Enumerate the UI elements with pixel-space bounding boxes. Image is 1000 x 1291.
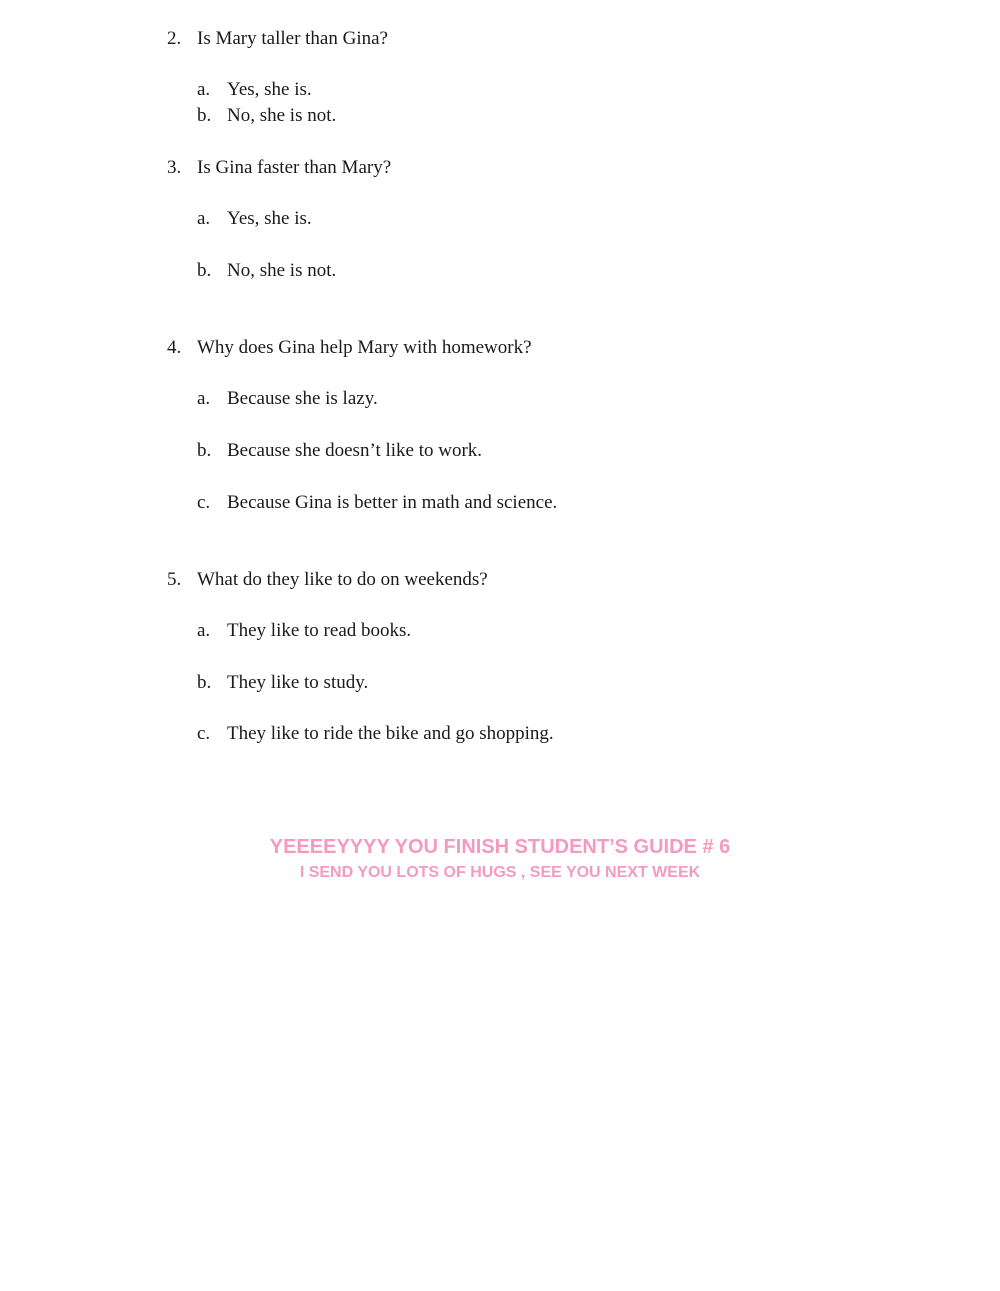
option-text: Yes, she is. bbox=[227, 208, 312, 229]
option-text: No, she is not. bbox=[227, 260, 337, 281]
question-number: 5. bbox=[167, 569, 182, 590]
option-text: They like to read books. bbox=[227, 620, 412, 641]
option-letter: b. bbox=[197, 440, 212, 461]
option-text: No, she is not. bbox=[227, 105, 337, 126]
question-number: 3. bbox=[167, 157, 182, 178]
option-letter: a. bbox=[197, 620, 211, 641]
option-letter: a. bbox=[197, 79, 211, 100]
option-letter: a. bbox=[197, 208, 211, 229]
option-letter: b. bbox=[197, 105, 212, 126]
option-letter: c. bbox=[197, 723, 211, 744]
question-text: Is Gina faster than Mary? bbox=[197, 157, 392, 178]
question-text: Is Mary taller than Gina? bbox=[197, 28, 388, 49]
option-text: Because Gina is better in math and science. bbox=[227, 492, 558, 513]
option-text: Yes, she is. bbox=[227, 79, 312, 100]
option-letter: a. bbox=[197, 388, 211, 409]
question-number: 4. bbox=[167, 337, 182, 358]
option-letter: b. bbox=[197, 260, 212, 281]
question-text: Why does Gina help Mary with homework? bbox=[197, 337, 532, 358]
option-text: They like to ride the bike and go shopping. bbox=[227, 723, 554, 744]
question-text: What do they like to do on weekends? bbox=[197, 569, 488, 590]
option-letter: b. bbox=[197, 672, 212, 693]
option-text: Because she doesn’t like to work. bbox=[227, 440, 483, 461]
question-number: 2. bbox=[167, 28, 182, 49]
option-letter: c. bbox=[197, 492, 211, 513]
option-text: Because she is lazy. bbox=[227, 388, 378, 409]
closing-subline: I SEND YOU LOTS OF HUGS , SEE YOU NEXT WEEK bbox=[299, 864, 701, 881]
option-text: They like to study. bbox=[227, 672, 369, 693]
closing-headline: YEEEEYYYY YOU FINISH STUDENT’S GUIDE # 6 bbox=[269, 836, 731, 858]
